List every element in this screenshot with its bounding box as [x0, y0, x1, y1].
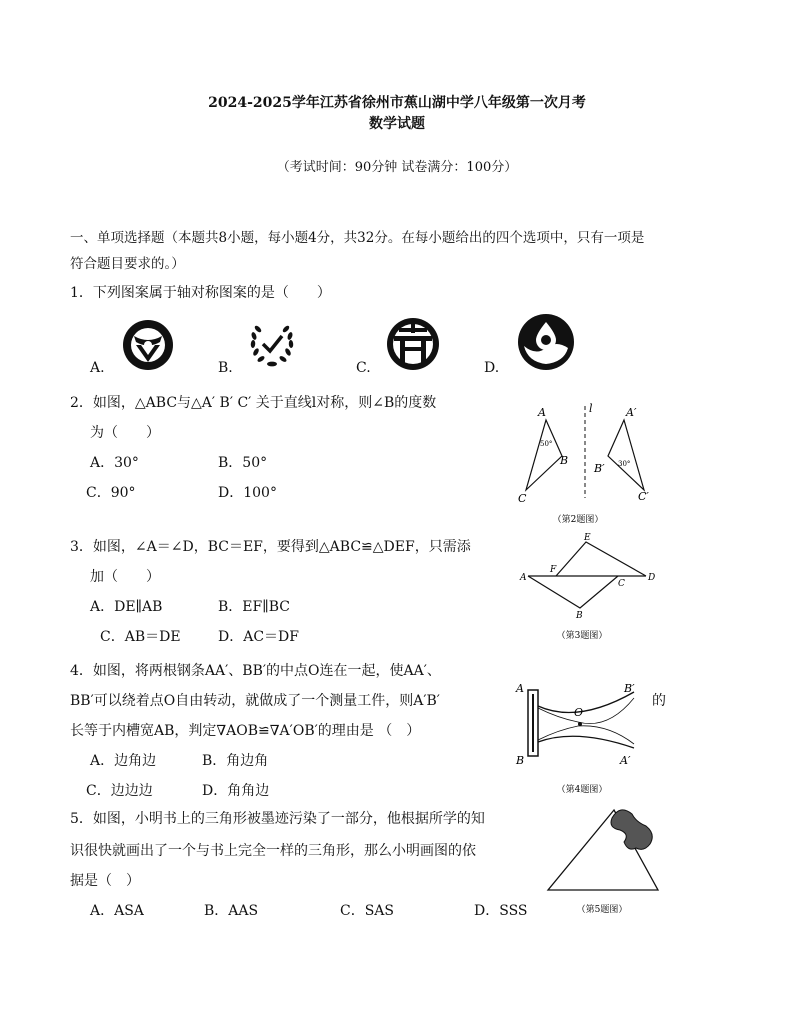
section-heading-line1: 一、单项选择题（本题共8小题，每小题4分，共32分。在每小题给出的四个选项中，只有一项是 — [70, 230, 645, 246]
q2-option-d: D．100° — [218, 485, 277, 501]
q2-option-b: B．50° — [218, 455, 268, 471]
q4-label-b-prime: B′ — [624, 682, 635, 695]
q1-option-a-icon — [120, 318, 176, 372]
q5-option-a: A．ASA — [90, 903, 144, 919]
q5-caption: （第5题图） — [576, 905, 628, 915]
q2-angle-30: 30° — [618, 460, 631, 468]
q4-option-c: C．边边边 — [86, 783, 153, 799]
q3-stem-line1: 3．如图，∠A＝∠D，BC＝EF，要得到△ABC≌△DEF，只需添 — [70, 539, 471, 555]
q2-caption: （第2题图） — [552, 515, 604, 525]
exam-info: （考试时间：90分钟 试卷满分：100分） — [276, 160, 518, 175]
q4-stem-line2: BB′可以绕着点O自由转动，就做成了一个测量工件，则A′B′ — [70, 693, 440, 709]
q4-label-a: A — [516, 682, 524, 695]
q4-option-b: B．角边角 — [202, 753, 269, 769]
q5-figure — [540, 804, 666, 918]
q3-option-a: A．DE∥AB — [90, 599, 163, 615]
q3-stem-line2: 加（ ） — [90, 569, 160, 585]
q2-label-a: A — [538, 406, 546, 419]
exam-title: 2024-2025学年江苏省徐州市蕉山湖中学八年级第一次月考 — [208, 95, 586, 111]
q4-label-o: O — [574, 706, 584, 719]
q3-caption: （第3题图） — [556, 631, 608, 641]
q3-figure — [516, 532, 662, 642]
q2-stem-line2: 为（ ） — [90, 425, 160, 441]
q2-option-a: A．30° — [90, 455, 139, 471]
q1-option-c-label: C. — [356, 360, 371, 376]
q1-stem: 1．下列图案属于轴对称图案的是（ ） — [70, 285, 331, 301]
q2-label-b-prime: B′ — [594, 462, 605, 475]
q3-option-b: B．EF∥BC — [218, 599, 290, 615]
q2-label-a-prime: A′ — [626, 406, 637, 419]
q3-label-c: C — [618, 579, 625, 589]
q1-option-d-icon — [516, 312, 576, 372]
q3-option-c: C．AB＝DE — [100, 629, 181, 645]
q3-option-d: D．AC＝DF — [218, 629, 299, 645]
exam-subtitle: 数学试题 — [369, 116, 425, 132]
q4-label-b: B — [516, 754, 525, 767]
q4-stem-tail: 的 — [652, 693, 666, 709]
q5-stem-line1: 5．如图，小明书上的三角形被墨迹污染了一部分，他根据所学的知 — [70, 811, 485, 827]
q1-option-a-label: A. — [90, 360, 105, 376]
q4-figure — [508, 678, 652, 800]
q4-caption: （第4题图） — [556, 785, 608, 795]
q2-label-c: C — [518, 492, 527, 505]
q4-option-a: A．边角边 — [90, 753, 157, 769]
q2-option-c: C．90° — [86, 485, 136, 501]
q1-option-d-label: D. — [484, 360, 500, 376]
q5-option-d: D．SSS — [474, 903, 528, 919]
q4-stem-line3: 长等于内槽宽AB，判定∇AOB≌∇A′OB′的理由是 （ ） — [70, 723, 421, 739]
q2-stem-line1: 2．如图，△ABC与△A′ B′ C′ 关于直线l对称，则∠B的度数 — [70, 395, 437, 411]
q2-angle-50: 50° — [540, 440, 553, 448]
q4-label-a-prime: A′ — [620, 754, 631, 767]
q4-stem-line1: 4．如图，将两根钢条AA′、BB′的中点O连在一起，使AA′、 — [70, 663, 441, 679]
q3-label-f: F — [550, 565, 557, 575]
q5-stem-line3: 据是（ ） — [70, 873, 140, 889]
q2-label-b: B — [560, 454, 569, 467]
q3-label-a: A — [520, 573, 527, 583]
q3-label-e: E — [584, 533, 591, 543]
q2-label-c-prime: C′ — [638, 490, 649, 503]
q5-option-c: C．SAS — [340, 903, 395, 919]
q3-label-d: D — [648, 573, 656, 583]
q5-stem-line2: 识很快就画出了一个与书上完全一样的三角形，那么小明画图的依 — [70, 843, 476, 859]
q2-figure — [510, 398, 660, 528]
q1-option-b-icon — [246, 318, 298, 370]
q2-label-line-l: l — [589, 402, 593, 415]
section-heading-line2: 符合题目要求的。） — [70, 256, 185, 272]
q5-option-b: B．AAS — [204, 903, 259, 919]
q4-option-d: D．角角边 — [202, 783, 270, 799]
q1-option-c-icon — [384, 316, 442, 372]
q1-option-b-label: B. — [218, 360, 233, 376]
q3-label-b: B — [576, 611, 583, 621]
